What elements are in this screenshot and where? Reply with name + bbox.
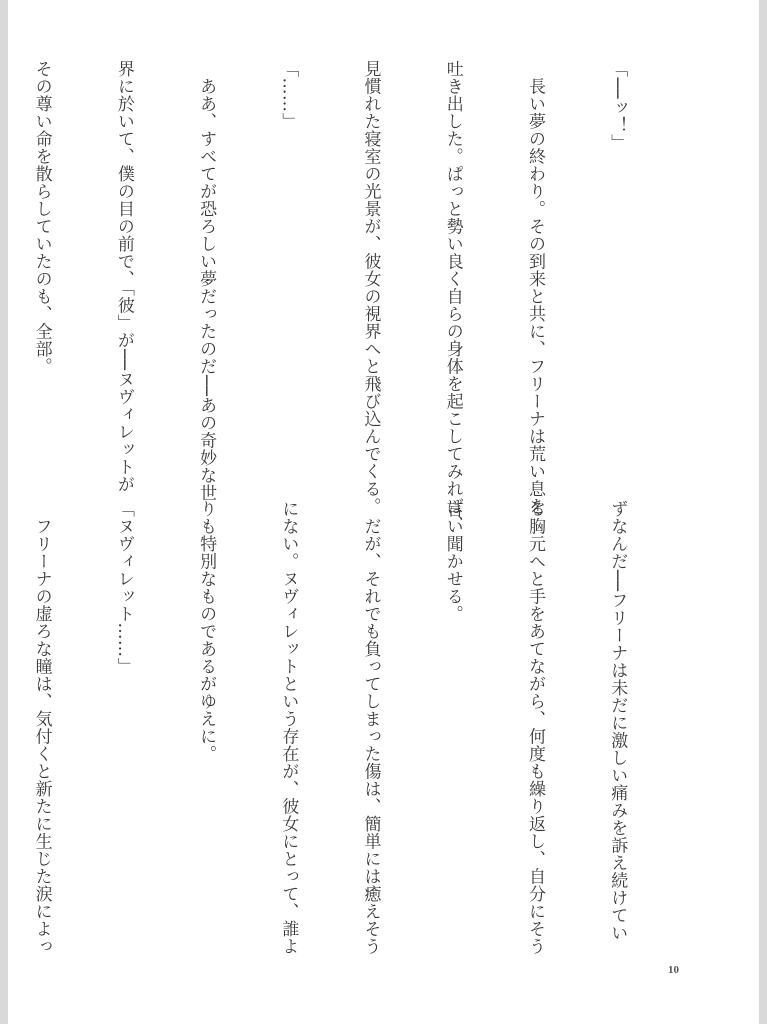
text-line: 長い夢の終わり。その到来と共に、フリーナは荒い息を	[524, 60, 545, 515]
text-block-top	[0, 60, 685, 533]
text-line: 「──ッ！」	[607, 60, 628, 152]
text-line: る胸元へと手をあてながら、何度も繰り返し、自分にそう	[524, 500, 545, 955]
text-line: 「ヌヴィレット……」	[113, 500, 134, 675]
page-number: 10	[668, 964, 679, 976]
text-line: ずなんだ──フリーナは未だに激しい痛みを訴え続けてい	[607, 500, 628, 942]
text-line: にない。ヌヴィレットという存在が、彼女にとって、誰よ	[278, 500, 299, 955]
text-line: 「……」	[278, 60, 299, 130]
text-line: ああ、すべてが恐ろしい夢だったのだ──あの奇妙な世	[196, 60, 217, 502]
text-block-bottom	[0, 500, 685, 955]
text-line: 界に於いて、僕の目の前で、「彼」が──ヌヴィレットが	[113, 60, 134, 493]
text-line: だが、それでも負ってしまった傷は、簡単には癒えそう	[360, 500, 381, 955]
text-line: 見慣れた寝室の光景が、彼女の視界へと飛び込んでくる。	[360, 60, 381, 515]
text-line: その尊い命を散らしていたのも、全部。	[31, 60, 52, 375]
text-line: フリーナの虚ろな瞳は、気付くと新たに生じた涙によっ	[31, 500, 52, 955]
page-right-edge	[759, 0, 767, 1024]
text-line: 吐き出した。ぱっと勢い良く自らの身体を起こしてみれば、	[442, 60, 463, 533]
text-line: 言い聞かせる。	[442, 500, 463, 623]
text-line: りも特別なものであるがゆえに。	[196, 500, 217, 763]
